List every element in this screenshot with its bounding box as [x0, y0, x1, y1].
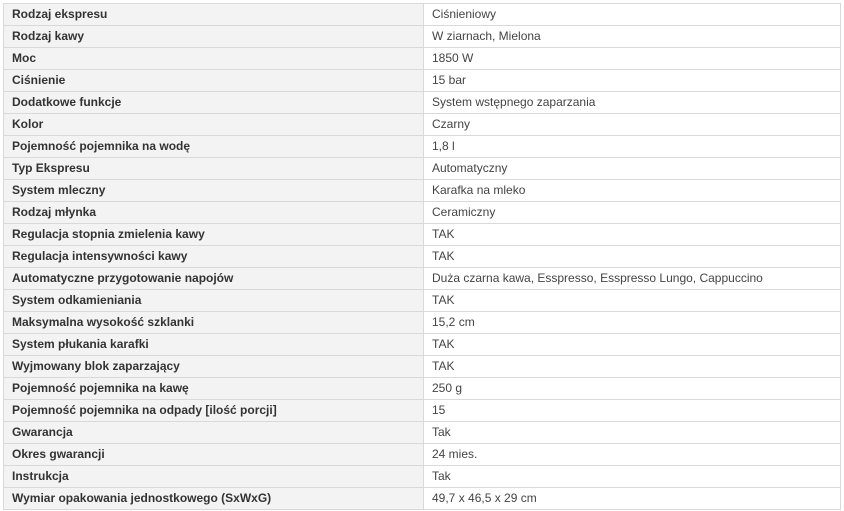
table-row [4, 180, 841, 202]
spec-label: Okres gwarancji [4, 444, 424, 466]
spec-label: Rodzaj kawy [4, 26, 424, 48]
table-row [4, 224, 841, 246]
spec-value: Karafka na mleko [424, 180, 841, 202]
spec-value: TAK [424, 246, 841, 268]
table-row [4, 444, 841, 466]
table-row [4, 400, 841, 422]
spec-label: Gwarancja [4, 422, 424, 444]
spec-label: Rodzaj młynka [4, 202, 424, 224]
spec-value: W ziarnach, Mielona [424, 26, 841, 48]
spec-value: 1850 W [424, 48, 841, 70]
spec-value: TAK [424, 356, 841, 378]
table-row [4, 246, 841, 268]
specification-table [3, 3, 841, 510]
spec-value: Czarny [424, 114, 841, 136]
spec-value: 1,8 l [424, 136, 841, 158]
spec-label: Dodatkowe funkcje [4, 92, 424, 114]
table-row [4, 488, 841, 510]
spec-value: 49,7 x 46,5 x 29 cm [424, 488, 841, 510]
table-row [4, 378, 841, 400]
spec-label: Kolor [4, 114, 424, 136]
spec-value: Ciśnieniowy [424, 4, 841, 26]
spec-label: System odkamieniania [4, 290, 424, 312]
specification-table-body [4, 4, 841, 510]
spec-value: Duża czarna kawa, Esspresso, Esspresso Lungo, Cappuccino [424, 268, 841, 290]
spec-label: Pojemność pojemnika na odpady [ilość porcji] [4, 400, 424, 422]
spec-value: 15,2 cm [424, 312, 841, 334]
table-row [4, 312, 841, 334]
spec-value: Ceramiczny [424, 202, 841, 224]
spec-value: TAK [424, 224, 841, 246]
spec-value: 15 bar [424, 70, 841, 92]
table-row [4, 334, 841, 356]
table-row [4, 70, 841, 92]
spec-value: System wstępnego zaparzania [424, 92, 841, 114]
table-row [4, 422, 841, 444]
spec-value: 24 mies. [424, 444, 841, 466]
spec-label: Regulacja intensywności kawy [4, 246, 424, 268]
spec-value: Tak [424, 466, 841, 488]
spec-label: Maksymalna wysokość szklanki [4, 312, 424, 334]
spec-label: System płukania karafki [4, 334, 424, 356]
table-row [4, 202, 841, 224]
spec-value: TAK [424, 290, 841, 312]
spec-value: TAK [424, 334, 841, 356]
spec-label: Regulacja stopnia zmielenia kawy [4, 224, 424, 246]
spec-value: 250 g [424, 378, 841, 400]
table-row [4, 92, 841, 114]
table-row [4, 356, 841, 378]
spec-label: Instrukcja [4, 466, 424, 488]
table-row [4, 48, 841, 70]
spec-label: Pojemność pojemnika na wodę [4, 136, 424, 158]
spec-label: Pojemność pojemnika na kawę [4, 378, 424, 400]
spec-label: Moc [4, 48, 424, 70]
table-row [4, 466, 841, 488]
table-row [4, 114, 841, 136]
spec-value: Automatyczny [424, 158, 841, 180]
table-row [4, 290, 841, 312]
spec-label: Rodzaj ekspresu [4, 4, 424, 26]
spec-label: Ciśnienie [4, 70, 424, 92]
spec-label: Automatyczne przygotowanie napojów [4, 268, 424, 290]
spec-label: System mleczny [4, 180, 424, 202]
spec-value: 15 [424, 400, 841, 422]
spec-value: Tak [424, 422, 841, 444]
table-row [4, 136, 841, 158]
table-row [4, 26, 841, 48]
spec-label: Wyjmowany blok zaparzający [4, 356, 424, 378]
spec-label: Typ Ekspresu [4, 158, 424, 180]
table-row [4, 4, 841, 26]
table-row [4, 268, 841, 290]
spec-label: Wymiar opakowania jednostkowego (SxWxG) [4, 488, 424, 510]
table-row [4, 158, 841, 180]
